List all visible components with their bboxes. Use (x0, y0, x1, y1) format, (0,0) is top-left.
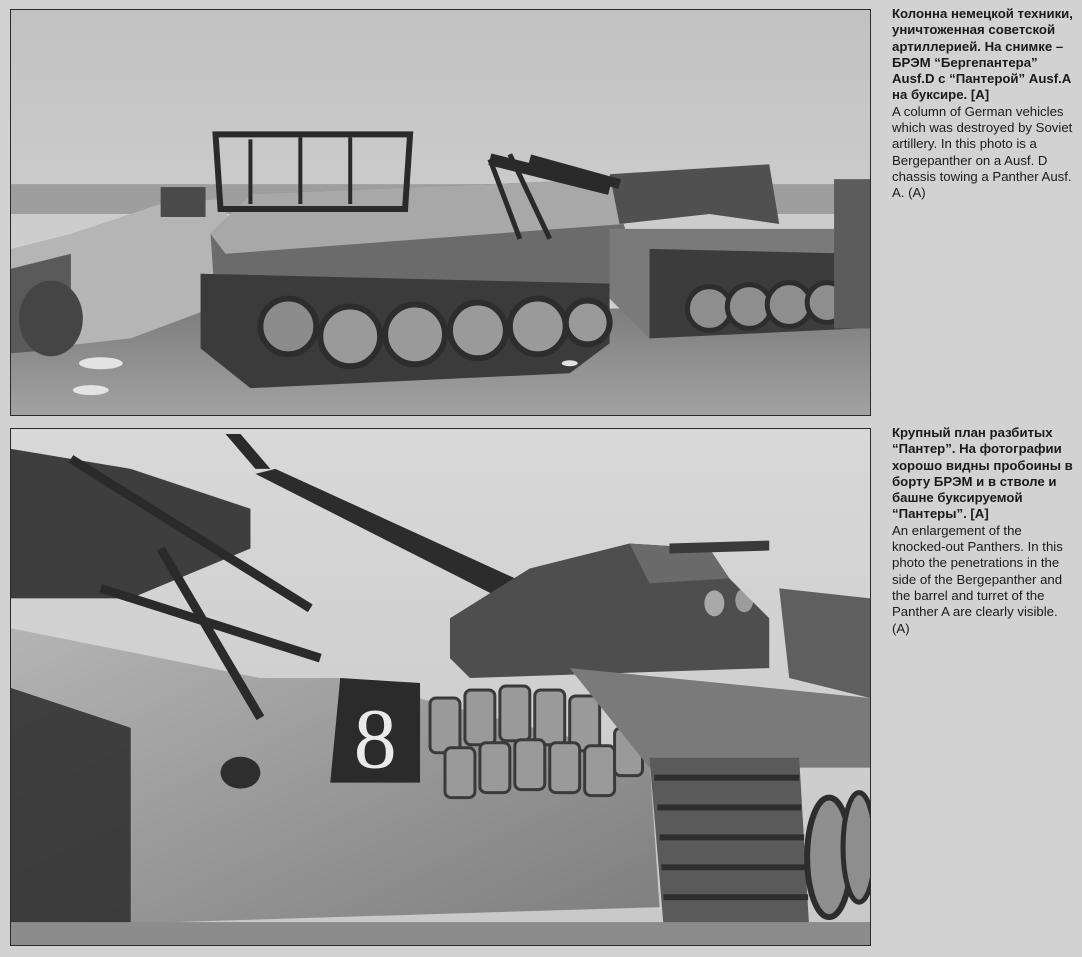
caption-bottom (892, 425, 1076, 637)
caption-bottom-english: An enlargement of the knocked-out Panthers. In this photo the penetrations in the side of the Bergepanther and the barrel and turret of the Panther A are clearly visible. (A) (892, 522, 1063, 636)
ground (11, 922, 870, 945)
photo-bottom-illustration (11, 429, 870, 945)
hull-number: 8 (353, 691, 397, 787)
caption-top (892, 6, 1076, 202)
caption-top-russian: Колонна немецкой техники, уничтоженная советской артиллерией. На снимке – БРЭМ “Бергепантера” Ausf.D с “Пантерой” Ausf.A на буксире. [A] (892, 6, 1073, 103)
caption-bottom-russian: Крупный план разбитых “Пантер”. На фотографии хорошо видны пробоины в борту БРЭМ и в стволе и башне буксируемой “Пантеры”. [A] (892, 425, 1073, 522)
photo-knocked-out-panthers-closeup (10, 428, 871, 946)
penetration-hole (221, 757, 261, 789)
photo-column-destroyed-vehicles (10, 9, 871, 416)
photo-top-illustration (11, 10, 870, 415)
caption-top-english: A column of German vehicles which was destroyed by Soviet artillery. In this photo is a Bergepanther on a Ausf. D chassis towing a Panther Ausf. A. (A) (892, 103, 1073, 201)
